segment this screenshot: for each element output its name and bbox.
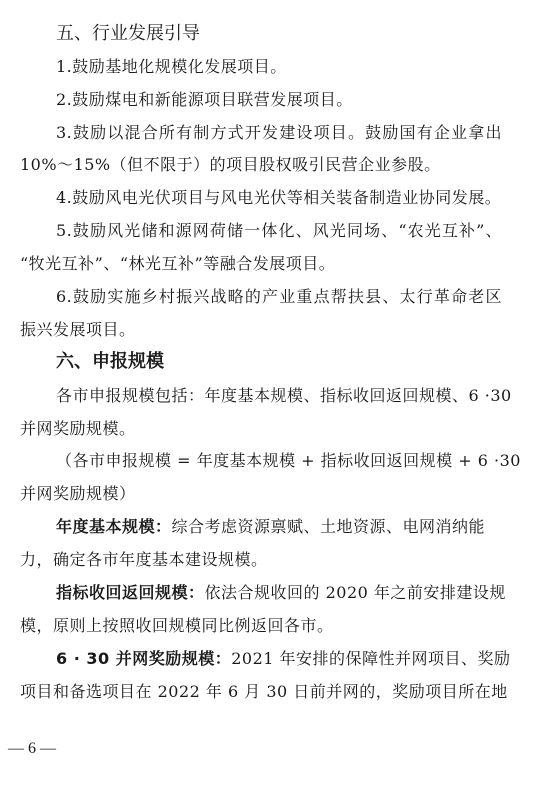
paragraph-item-5-line-2: “牧光互补”、“林光互补”等融合发展项目。	[20, 254, 336, 273]
paragraph-item-3-line-2: 10%～15%（但不限于）的项目股权吸引民营企业参股。	[20, 155, 441, 174]
paragraph-annual-basic-line-2: 力，确定各市年度基本建设规模。	[20, 550, 268, 569]
definition-annual-basic-scale: 综合考虑资源禀赋、土地资源、电网消纳能	[171, 517, 486, 536]
paragraph-item-1: 1.鼓励基地化规模化发展项目。	[56, 57, 287, 76]
term-grid-connection-reward-scale: 6 · 30 并网奖励规模：	[56, 649, 232, 668]
paragraph-scale-formula-line-2: 并网奖励规模）	[20, 484, 136, 503]
paragraph-item-5-line-1: 5.鼓励风光储和源网荷储一体化、风光同场、“农光互补”、	[56, 221, 502, 240]
paragraph-grid-reward-line-2: 项目和备选项目在 2022 年 6 月 30 日前并网的，奖励项目所在地	[20, 682, 508, 701]
section-heading-industry-guidance: 五、行业发展引导	[56, 23, 200, 44]
paragraph-annual-basic-line-1	[56, 517, 485, 537]
term-recovered-returned-scale: 指标收回返回规模：	[56, 583, 205, 602]
paragraph-grid-reward-line-1	[56, 649, 511, 669]
paragraph-item-6-line-2: 振兴发展项目。	[20, 320, 136, 339]
paragraph-recovered-scale-line-2: 模，原则上按照收回规模同比例返回各市。	[20, 616, 334, 635]
paragraph-scale-components-line-2: 并网奖励规模。	[20, 419, 136, 438]
paragraph-item-3-line-1: 3.鼓励以混合所有制方式开发建设项目。鼓励国有企业拿出	[56, 123, 502, 142]
section-heading-declared-scale: 六、申报规模	[56, 351, 164, 372]
paragraph-scale-components-line-1: 各市申报规模包括：年度基本规模、指标收回返回规模、6 ·30	[56, 386, 512, 405]
paragraph-item-4: 4.鼓励风电光伏项目与风电光伏等相关装备制造业协同发展。	[56, 188, 502, 207]
page-number: — 6 —	[8, 740, 56, 757]
term-annual-basic-scale: 年度基本规模：	[56, 517, 172, 536]
paragraph-recovered-scale-line-1	[56, 583, 506, 603]
paragraph-scale-formula-line-1: （各市申报规模 = 年度基本规模 + 指标收回返回规模 + 6 ·30	[56, 451, 521, 470]
paragraph-item-6-line-1: 6.鼓励实施乡村振兴战略的产业重点帮扶县、太行革命老区	[56, 287, 502, 306]
paragraph-item-2: 2.鼓励煤电和新能源项目联营发展项目。	[56, 90, 353, 109]
definition-recovered-returned-scale: 依法合规收回的 2020 年之前安排建设规	[204, 583, 506, 602]
definition-grid-connection-reward-scale: 2021 年安排的保障性并网项目、奖励	[231, 649, 511, 668]
